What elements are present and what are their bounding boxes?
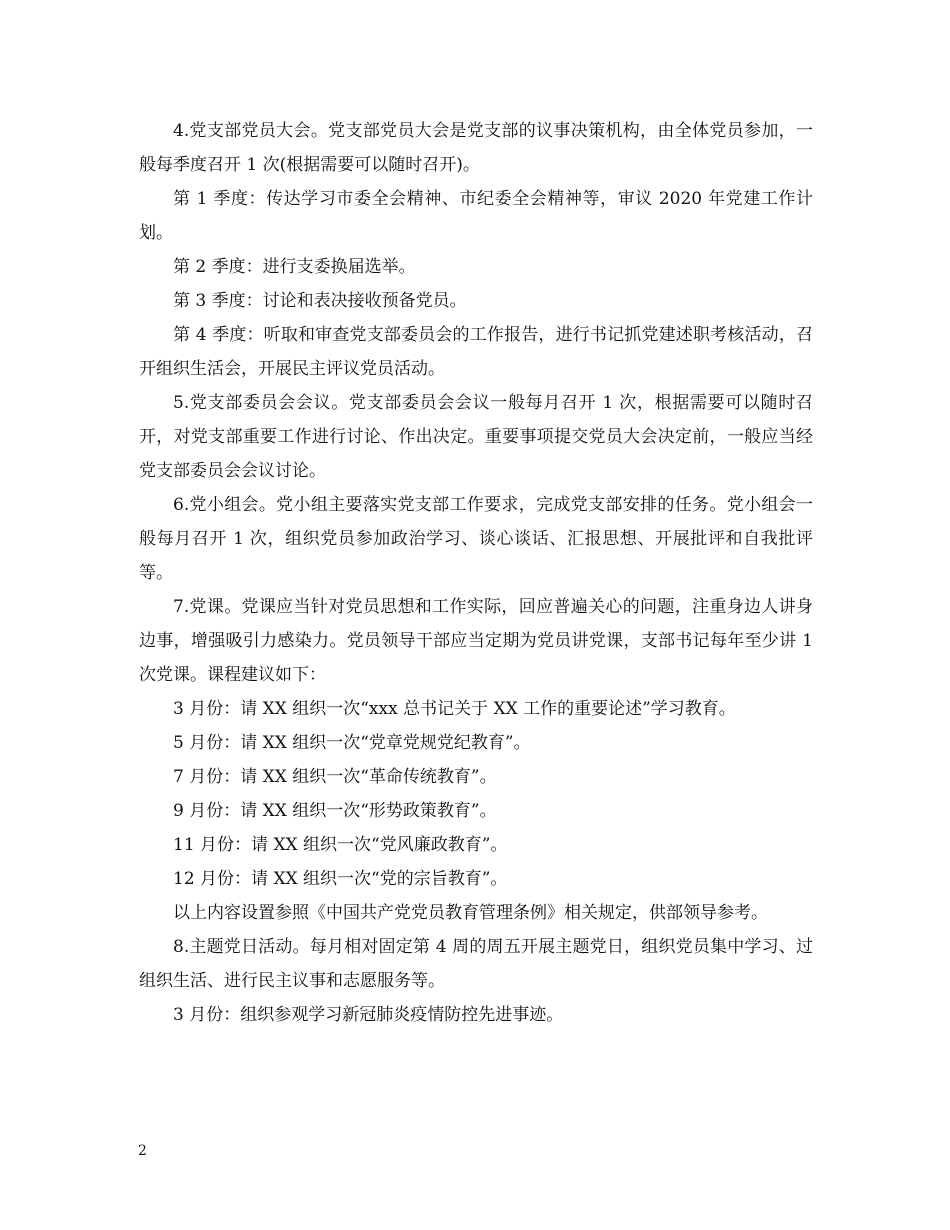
document-body [139, 114, 813, 1032]
paragraph: 5.党支部委员会会议。党支部委员会会议一般每月召开 1 次，根据需要可以随时召开，对党支部重要工作进行讨论、作出决定。重要事项提交党员大会决定前，一般应当经党支部委员会会议讨论。 [139, 393, 813, 481]
paragraph: 第 4 季度：听取和审查党支部委员会的工作报告，进行书记抓党建述职考核活动，召开组织生活会，开展民主评议党员活动。 [139, 325, 813, 379]
paragraph: 3 月份：请 XX 组织一次“xxx 总书记关于 XX 工作的重要论述”学习教育。 [173, 699, 736, 719]
paragraph: 以上内容设置参照《中国共产党党员教育管理条例》相关规定，供部领导参考。 [173, 903, 768, 923]
paragraph: 4.党支部党员大会。党支部党员大会是党支部的议事决策机构，由全体党员参加，一般每季度召开 1 次(根据需要可以随时召开)。 [139, 121, 813, 175]
paragraph: 6.党小组会。党小组主要落实党支部工作要求，完成党支部安排的任务。党小组会一般每月召开 1 次，组织党员参加政治学习、谈心谈话、汇报思想、开展批评和自我批评等。 [139, 495, 813, 583]
paragraph: 11 月份：请 XX 组织一次“党风廉政教育”。 [173, 835, 508, 855]
paragraph: 8.主题党日活动。每月相对固定第 4 周的周五开展主题党日，组织党员集中学习、过组织生活、进行民主议事和志愿服务等。 [139, 937, 813, 991]
page-number: 2 [138, 1143, 147, 1159]
paragraph: 9 月份：请 XX 组织一次“形势政策教育”。 [173, 801, 497, 821]
paragraph: 第 1 季度：传达学习市委全会精神、市纪委全会精神等，审议 2020 年党建工作计划。 [139, 189, 813, 243]
paragraph: 3 月份：组织参观学习新冠肺炎疫情防控先进事迹。 [173, 1005, 564, 1025]
paragraph: 7 月份：请 XX 组织一次“革命传统教育”。 [173, 767, 497, 787]
paragraph: 7.党课。党课应当针对党员思想和工作实际，回应普遍关心的问题，注重身边人讲身边事，增强吸引力感染力。党员领导干部应当定期为党员讲党课，支部书记每年至少讲 1 次党课。课程建议如下： [139, 597, 813, 685]
paragraph: 5 月份：请 XX 组织一次“党章党规党纪教育”。 [173, 733, 531, 753]
paragraph: 第 3 季度：讨论和表决接收预备党员。 [173, 291, 467, 311]
paragraph: 第 2 季度：进行支委换届选举。 [173, 257, 416, 277]
paragraph: 12 月份：请 XX 组织一次“党的宗旨教育”。 [173, 869, 508, 889]
